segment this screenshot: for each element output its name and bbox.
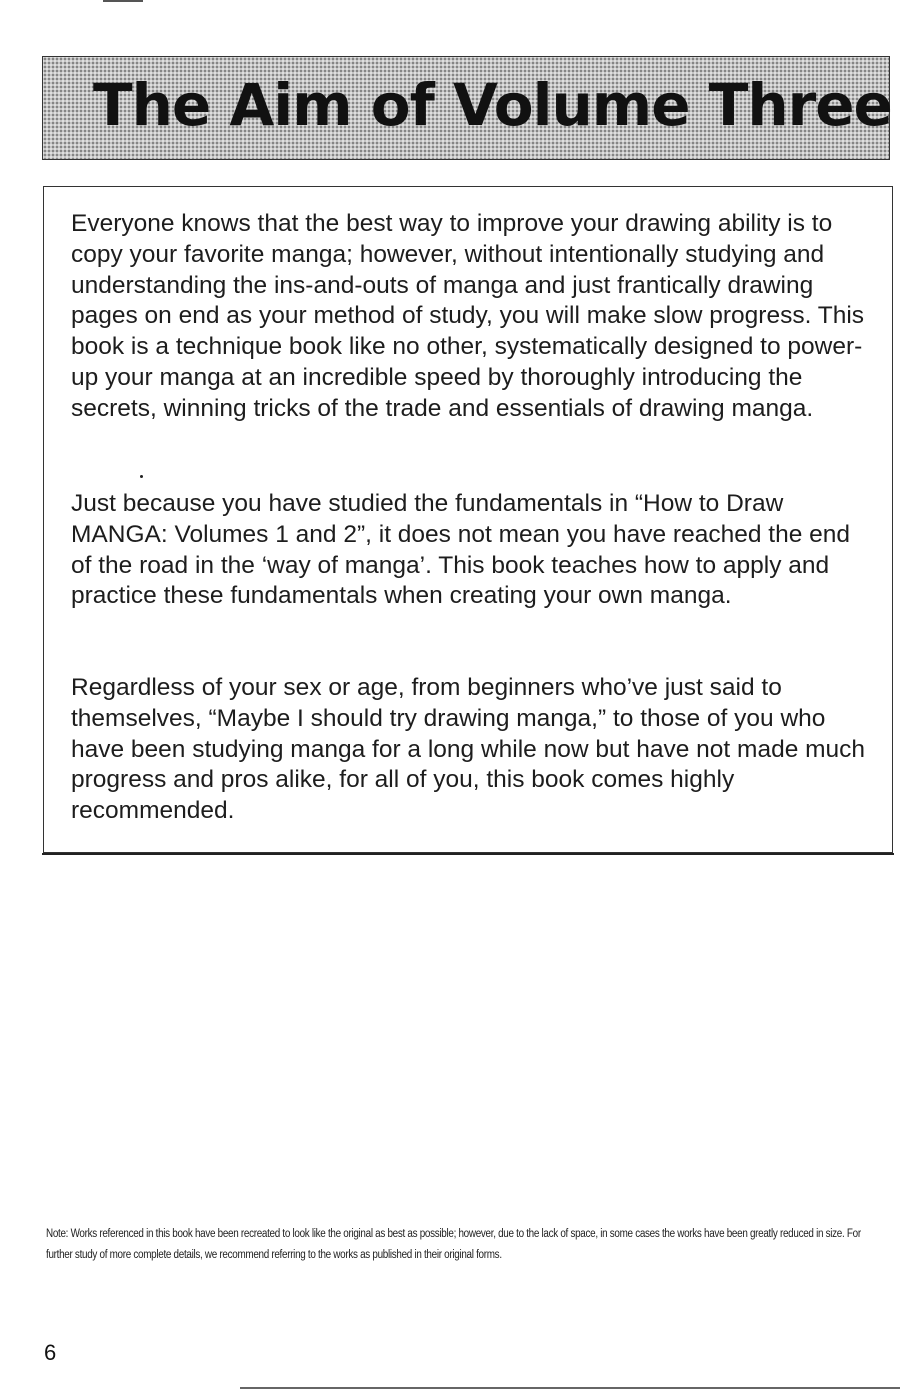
body-paragraph-3: Regardless of your sex or age, from beginners who’ve just said to themselves, “Maybe I should try drawing manga,” to those of you who have been studying manga for a long while now but have not made much progress and pros alike, for all of you, this book comes highly recommended. — [71, 674, 866, 825]
body-text-box — [43, 186, 893, 853]
page-number: 6 — [44, 1340, 57, 1365]
body-paragraph-2: Just because you have studied the fundamentals in “How to Draw MANGA: Volumes 1 and 2”, it does not mean you have reached the end of the road in the ‘way of manga’. This book teaches how to apply and practice these fundamentals when creating your own manga. — [71, 490, 851, 610]
title-banner — [42, 56, 890, 160]
footnote: Note: Works referenced in this book have been recreated to look like the original as best as possible; however, due to the lack of space, in some cases the works have been greatly reduced in size. For further study of more complete details, we recommend referring to the works as published in their original forms. — [46, 1228, 861, 1261]
page-title: The Aim of Volume Three — [93, 71, 892, 139]
bottom-rule — [240, 1387, 900, 1389]
body-paragraph-1: Everyone knows that the best way to improve your drawing ability is to copy your favorite manga; however, without intentionally studying and understanding the ins-and-outs of manga and just frantically drawing pages on end as your method of study, you will make slow progress. This book is a technique book like no other, systematically designed to power-up your manga at an incredible speed by thoroughly introducing the secrets, winning tricks of the trade and essentials of drawing manga. — [71, 210, 865, 422]
top-rule — [103, 0, 143, 2]
scan-speck — [140, 475, 143, 478]
